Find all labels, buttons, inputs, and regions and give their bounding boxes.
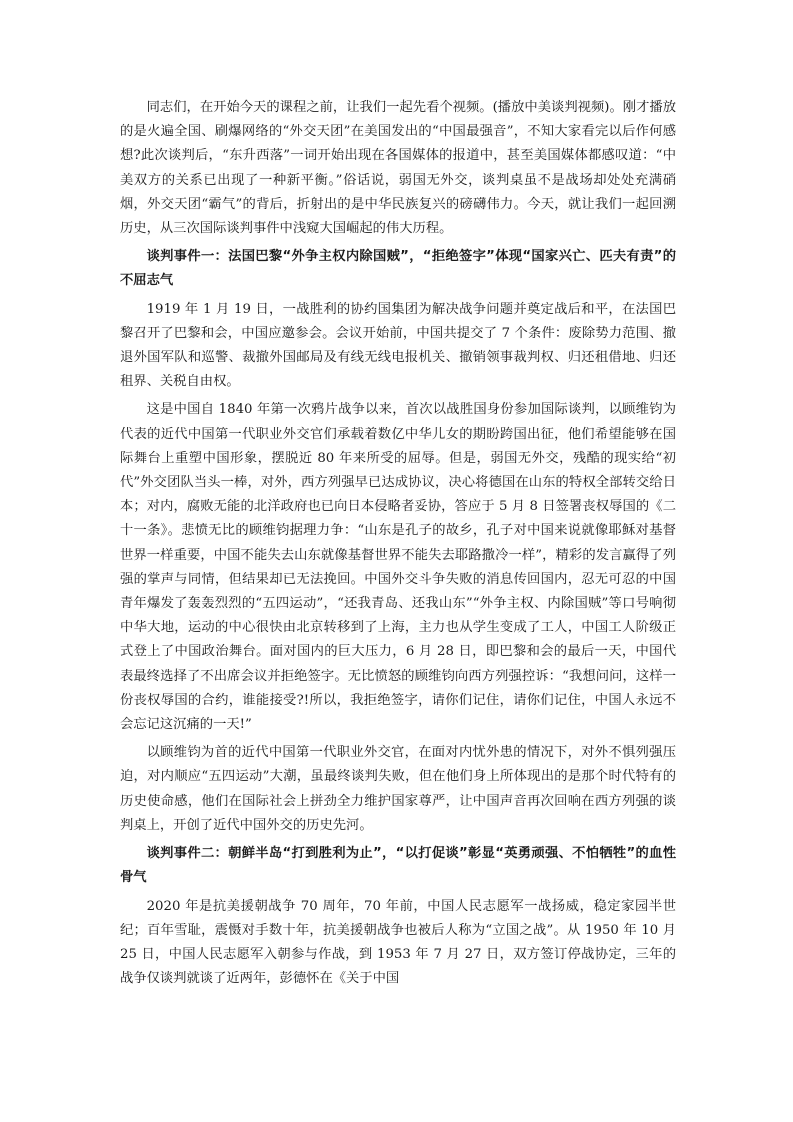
intro-paragraph: 同志们，在开始今天的课程之前，让我们一起先看个视频。(播放中美谈判视频)。刚才播放的是火遍全国、刷爆网络的“外交天团”在美国发出的“中国最强音”，不知大家看完以后作何感想?此次谈判后，“东升西落”一词开始出现在各国媒体的报道中，甚至美国媒体都感叹道：“中美双方的关系已出现了一种新平衡。”俗话说，弱国无外交，谈判桌虽不是战场却处处充满硝烟，外交天团“霸气”的背后，折射出的是中华民族复兴的磅礴伟力。今天，就让我们一起回溯历史，从三次国际谈判事件中浅窥大国崛起的伟大历程。 <box>120 100 676 237</box>
event-one-paragraph-1: 1919 年 1 月 19 日，一战胜利的协约国集团为解决战争问题并奠定战后和平，在法国巴黎召开了巴黎和会，中国应邀参会。会议开始前，中国共提交了 7 个条件：废除势力范围、撤退外国军队和巡警、裁撤外国邮局及有线无线电报机关、撤销领事裁判权、归还租借地、归还租界、关税自由权。 <box>120 301 676 390</box>
document-body <box>120 96 676 995</box>
event-one-paragraph-2: 这是中国自 1840 年第一次鸦片战争以来，首次以战胜国身份参加国际谈判，以顾维钧为代表的近代中国第一代职业外交官们承载着数亿中华儿女的期盼跨国出征，他们希望能够在国际舞台上重塑中国形象，摆脱近 80 年来所受的屈辱。但是，弱国无外交，残酷的现实给“初代”外交团队当头一棒，对外，西方列强早已达成协议，决心将德国在山东的特权全部转交给日本；对内，腐败无能的北洋政府也已向日本侵略者妥协，答应于 5 月 8 日签署丧权辱国的《二十一条》。悲愤无比的顾维钧据理力争：“山东是孔子的故乡，孔子对中国来说就像耶稣对基督世界一样重要，中国不能失去山东就像基督世界不能失去耶路撒冷一样”，精彩的发言赢得了列强的掌声与同情，但结果却已无法挽回。中国外交斗争失败的消息传回国内，忍无可忍的中国青年爆发了轰轰烈烈的“五四运动”，“还我青岛、还我山东”“外争主权、内除国贼”等口号响彻中华大地，运动的中心很快由北京转移到了上海，主力也从学生变成了工人，中国工人阶级正式登上了中国政治舞台。面对国内的巨大压力，6 月 28 日，即巴黎和会的最后一天，中国代表最终选择了不出席会议并拒绝签字。无比愤怒的顾维钧向西方列强控诉：“我想问问，这样一份丧权辱国的合约，谁能接受?!所以，我拒绝签字，请你们记住，请你们记住，中国人永远不会忘记这沉痛的一天!” <box>120 402 676 733</box>
section-heading-event-two: 谈判事件二：朝鲜半岛“打到胜利为止”，“以打促谈”彰显“英勇顽强、不怕牺牲”的血性骨气 <box>120 846 676 886</box>
event-two-paragraph-1: 2020 年是抗美援朝战争 70 周年，70 年前，中国人民志愿军一战扬威，稳定家园半世纪；百年雪耻，震慑对手数十年，抗美援朝战争也被后人称为“立国之战”。从 1950 年 10 月 25 日，中国人民志愿军入朝参与作战，到 1953 年 7 月 27 日，双方签订停战协定，三年的战争仅谈判就谈了近两年，彭德怀在《关于中国 <box>120 898 676 987</box>
section-heading-event-one: 谈判事件一：法国巴黎“外争主权内除国贼”，“拒绝签字”体现“国家兴亡、匹夫有责”的不屈志气 <box>120 249 676 289</box>
event-one-paragraph-3: 以顾维钧为首的近代中国第一代职业外交官，在面对内忧外患的情况下，对外不惧列强压迫，对内顺应“五四运动”大潮，虽最终谈判失败，但在他们身上所体现出的是那个时代特有的历史使命感，他们在国际社会上拼劲全力维护国家尊严，让中国声音再次回响在西方列强的谈判桌上，开创了近代中国外交的历史先河。 <box>120 745 676 833</box>
